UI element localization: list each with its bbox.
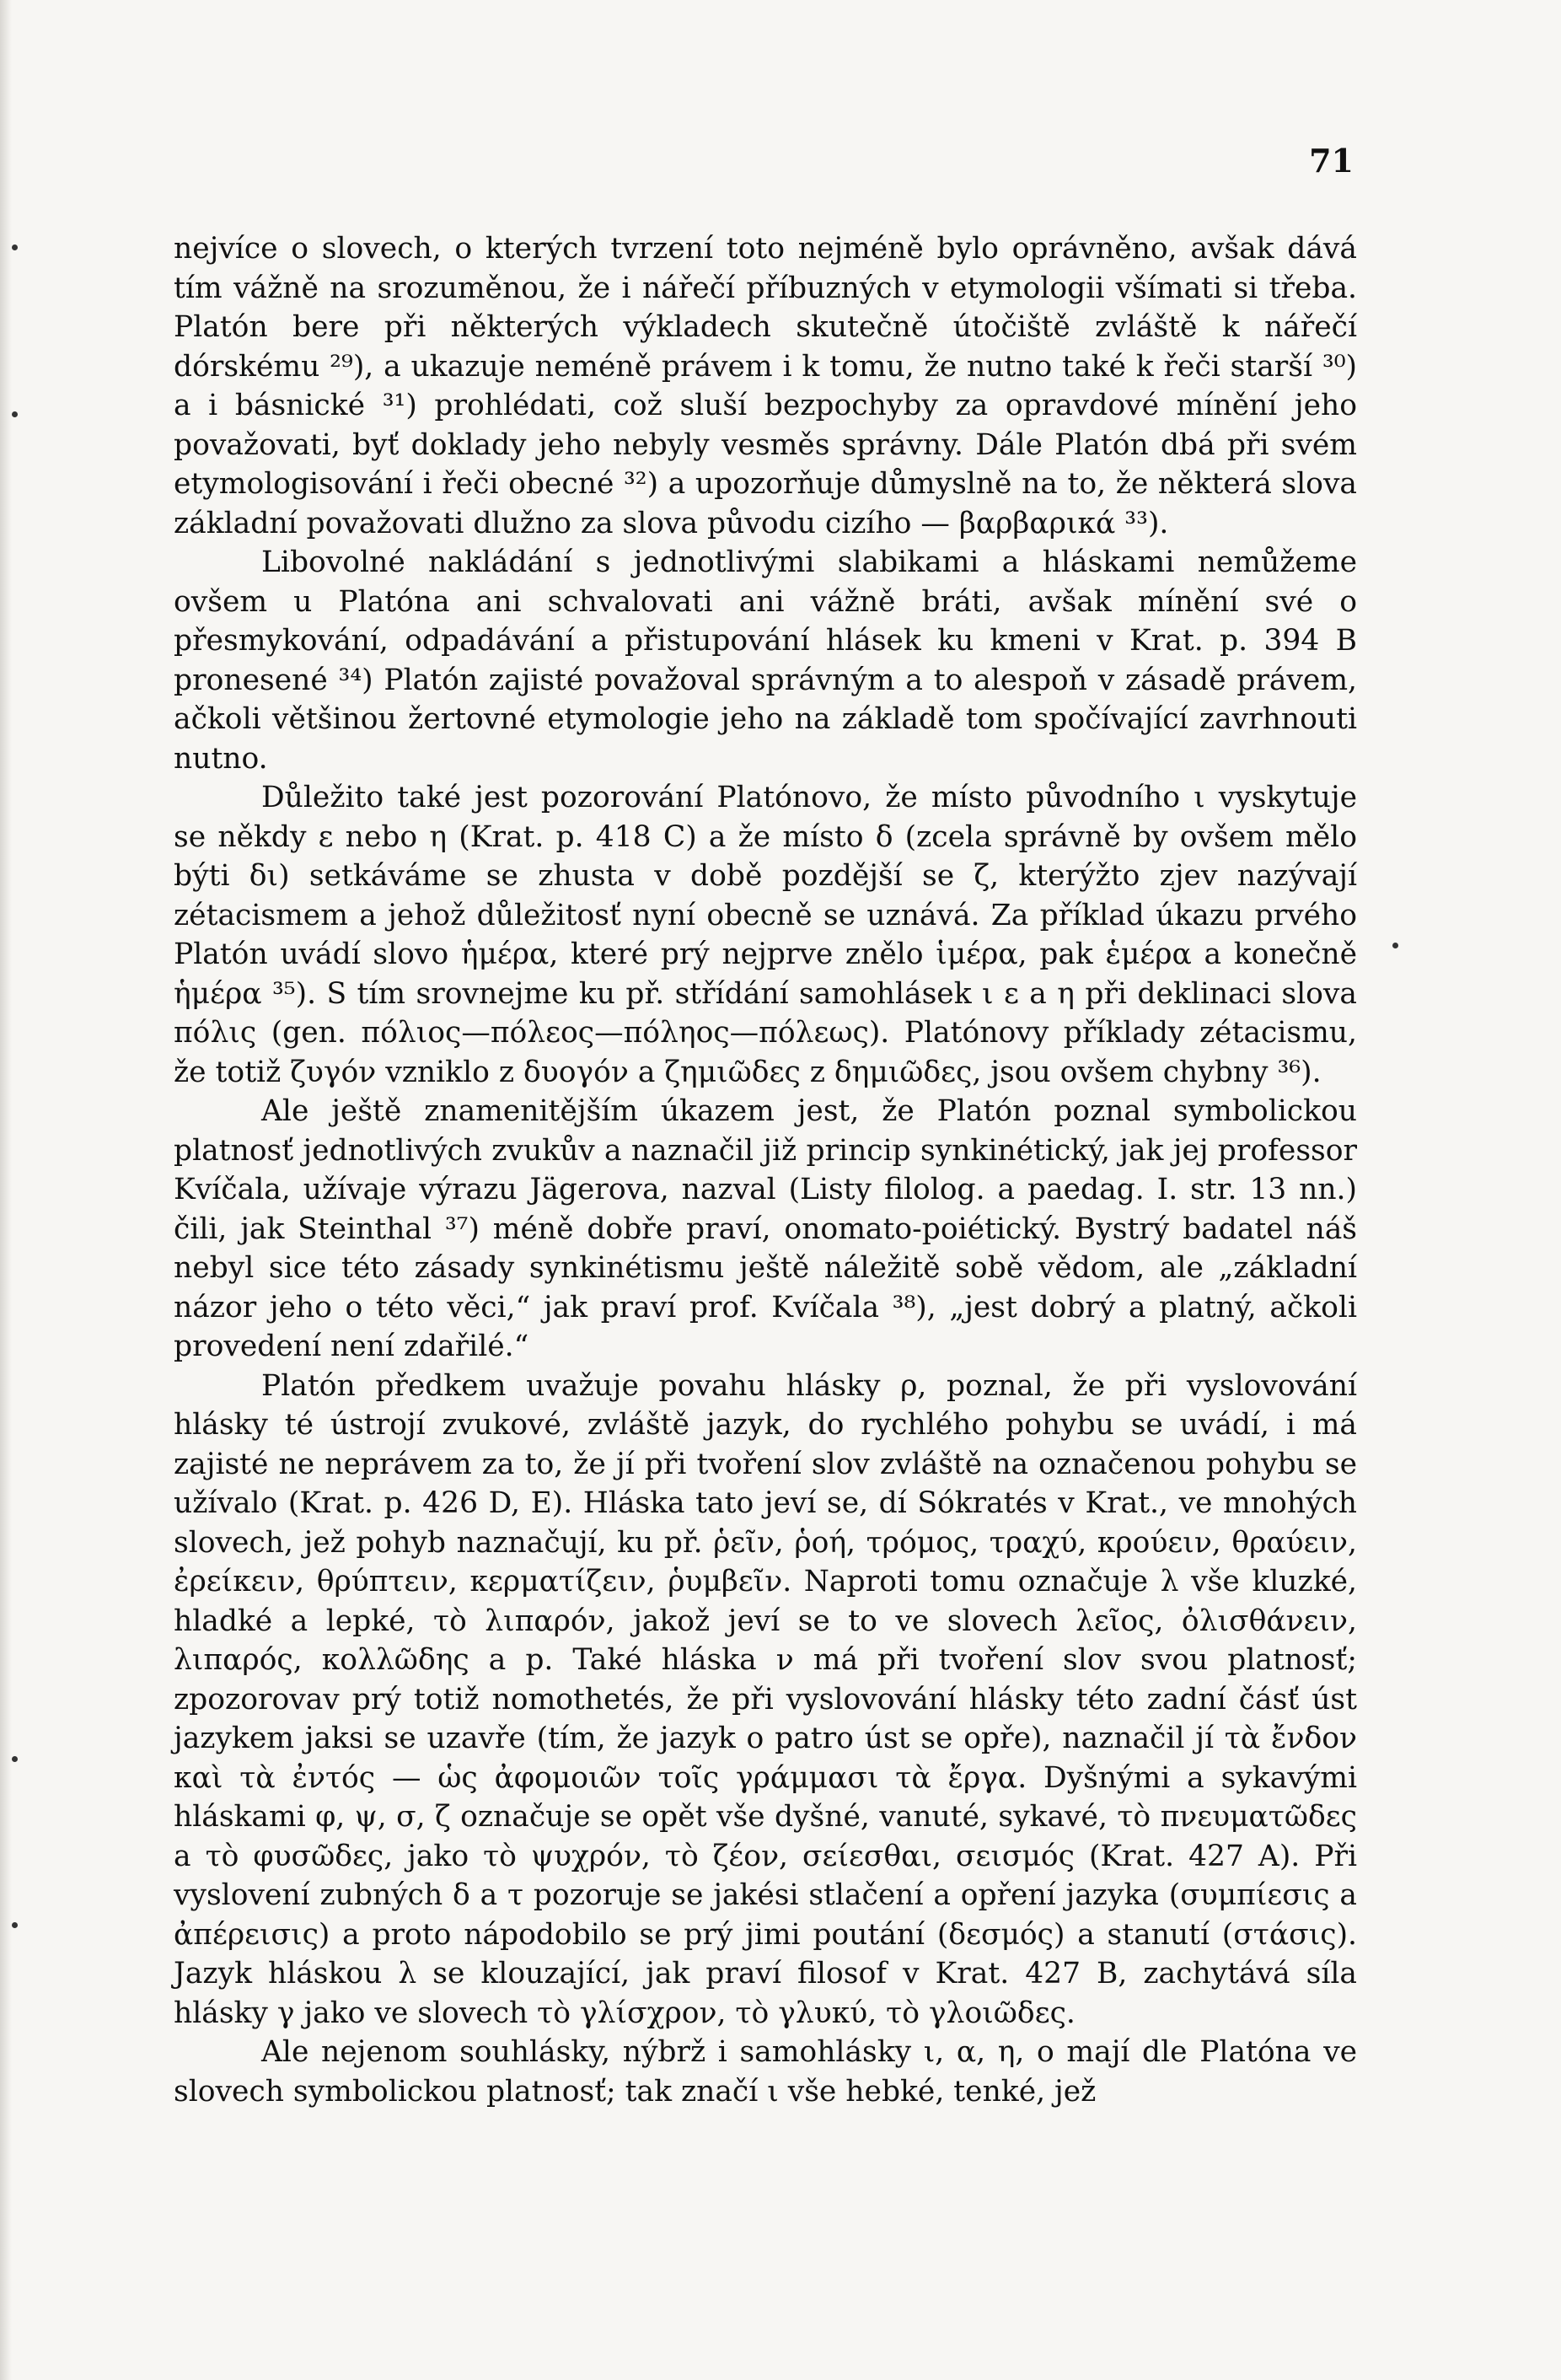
- paragraph-zetacism: Důležito také jest pozorování Platónovo, že místo původního ι vyskytuje se někdy ε nebo η (Krat. p. 418 C) a že místo δ (zcela správně by ovšem mělo býti δι) setkáváme se zhusta v době pozdější se ζ, kterýžto zjev nazývají zétacismem a jehož důležitosť nyní obecně se uznává. Za příklad úkazu prvého Platón uvádí slovo ἡμέρα, které prý nejprve znělo ἱμέρα, pak ἑμέρα a konečně ἡμέρα ³⁵). S tím srovnejme ku př. střídání samohlásek ι ε a η při deklinaci slova πόλις (gen. πόλιος—πόλεος—πόληος—πόλεως). Platónovy příklady zétacismu, že totiž ζυγόν vzniklo z δυογόν a ζημιῶδες z δημιῶδες, jsou ovšem chybny ³⁶).: [174, 781, 1357, 1089]
- margin-mark: [12, 1756, 18, 1762]
- paragraph-etymology-dialects: nejvíce o slovech, o kterých tvrzení toto nejméně bylo oprávněno, avšak dává tím vážně na srozuměnou, že i nářečí příbuzných v etymologii všímati si třeba. Platón bere při některých výkladech skutečně útočiště zvláště k nářečí dórskému ²⁹), a ukazuje neméně právem i k tomu, že nutno také k řeči starší ³⁰) a i básnické ³¹) prohlédati, což sluší bezpochyby za opravdové mínění jeho považovati, byť doklady jeho nebyly vesměs správny. Dále Platón dbá při svém etymologisování i řeči obecné ³²) a upozorňuje důmyslně na to, že některá slova základní považovati dlužno za slova původu cizího — βαρβαρικά ³³).: [174, 232, 1357, 540]
- margin-mark: [1392, 943, 1398, 948]
- body-text: [174, 229, 1357, 2111]
- paragraph-vowel-symbolism: Ale nejenom souhlásky, nýbrž i samohlásky ι, α, η, ο mají dle Platóna ve slovech symbolickou platnosť; tak značí ι vše hebké, tenké, jež: [174, 2035, 1357, 2109]
- paragraph-synkinetic-principle: Ale ještě znamenitějším úkazem jest, že Platón poznal symbolickou platnosť jednotlivých zvukův a naznačil již princip synkinétický, jak jej professor Kvíčala, užívaje výrazu Jägerova, nazval (Listy filolog. a paedag. I. str. 13 nn.) čili, jak Steinthal ³⁷) méně dobře praví, onomato-poiétický. Bystrý badatel náš nebyl sice této zásady synkinétismu ještě náležitě sobě vědom, ale „základní názor jeho o této věci,“ jak praví prof. Kvíčala ³⁸), „jest dobrý a platný, ačkoli provedení není zdařilé.“: [174, 1094, 1357, 1363]
- margin-mark: [12, 244, 18, 250]
- page-number: 71: [1309, 142, 1354, 180]
- scan-edge: [0, 0, 12, 2380]
- margin-mark: [12, 411, 18, 417]
- paragraph-consonant-symbolism: Platón předkem uvažuje povahu hlásky ρ, poznal, že při vyslovování hlásky té ústrojí zvukové, zvláště jazyk, do rychlého pohybu se uvádí, i má zajisté ne neprávem za to, že jí při tvoření slov zvláště na označenou pohybu se užívalo (Krat. p. 426 D, E). Hláska tato jeví se, dí Sókratés v Krat., ve mnohých slovech, jež pohyb naznačují, ku př. ῥεῖν, ῥοή, τρόμος, τραχύ, κρούειν, θραύειν, ἐρείκειν, θρύπτειν, κερματίζειν, ῥυμβεῖν. Naproti tomu označuje λ vše kluzké, hladké a lepké, τὸ λιπαρόν, jakož jeví se to ve slovech λεῖος, ὀλισθάνειν, λιπαρός, κολλῶδης a p. Také hláska ν má při tvoření slov svou platnosť; zpozorovav prý totiž nomothetés, že při vyslovování hlásky této zadní čásť úst jazykem jaksi se uzavře (tím, že jazyk o patro úst se opře), naznačil jí τὰ ἔνδον καὶ τὰ ἐντός — ὡς ἀφομοιῶν τοῖς γράμμασι τὰ ἔργα. Dyšnými a sykavými hláskami φ, ψ, σ, ζ označuje se opět vše dyšné, vanuté, sykavé, τὸ πνευματῶδες a τὸ φυσῶδες, jako τὸ ψυχρόν, τὸ ζέον, σείεσθαι, σεισμός (Krat. 427 A). Při vyslovení zubných δ a τ pozoruje se jakési stlačení a opření jazyka (συμπίεσις a ἀπέρεισις) a proto nápodobilo se prý jimi poutání (δεσμός) a stanutí (στάσις). Jazyk hláskou λ se klouzající, jak praví filosof v Krat. 427 B, zachytává síla hlásky γ jako ve slovech τὸ γλίσχρον, τὸ γλυκύ, τὸ γλοιῶδες.: [174, 1368, 1357, 2030]
- margin-mark: [12, 1922, 18, 1928]
- paragraph-metathesis: Libovolné nakládání s jednotlivými slabikami a hláskami nemůžeme ovšem u Platóna ani schvalovati ani vážně bráti, avšak mínění své o přesmykování, odpadávání a přistupování hlásek ku kmeni v Krat. p. 394 B pronesené ³⁴) Platón zajisté považoval správným a to alespoň v zásadě právem, ačkoli většinou žertovné etymologie jeho na základě tom spočívající zavrhnouti nutno.: [174, 545, 1357, 776]
